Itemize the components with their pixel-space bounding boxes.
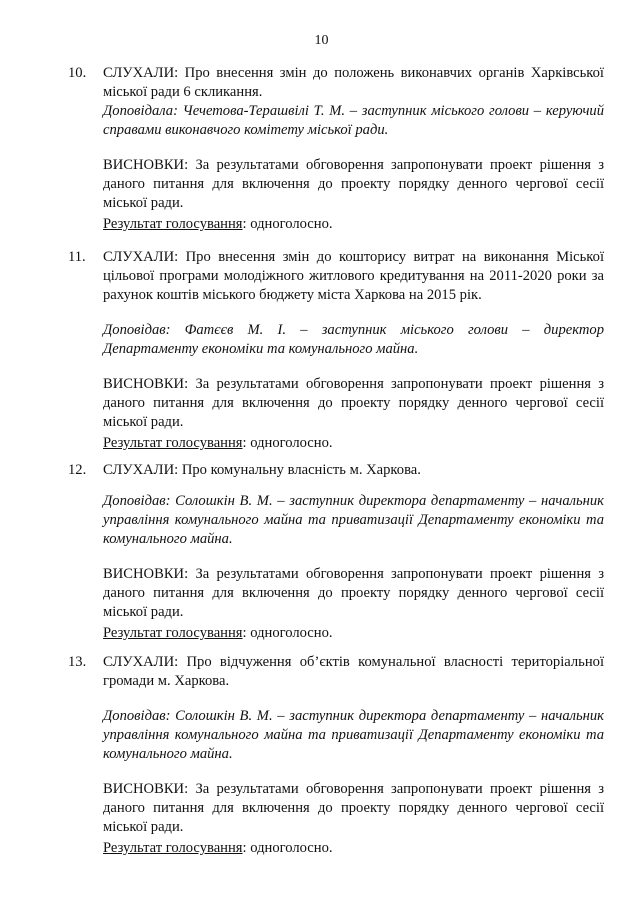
vote-value: : одноголосно. [242, 840, 333, 856]
conclusion-text: За результатами обговорення запропонувати проект рішення з даного питання для включення до проекту порядку денного чергової сесії міської ради. [103, 376, 604, 430]
vote-value: : одноголосно. [242, 435, 333, 451]
heard-text: Про внесення змін до положень виконавчих органів Харківської міської ради 6 скликання. [103, 65, 604, 100]
heard-text: Про внесення змін до кошторису витрат на виконання Міської цільової програми молодіжного житлового кредитування на 2011-2020 роки за рахунок коштів міського бюджету міста Харкова на 2015 рік. [103, 249, 604, 303]
item-number: 10. [68, 65, 87, 81]
conclusion-label: ВИСНОВКИ: [103, 781, 189, 797]
item-number: 13. [68, 654, 87, 670]
reporter-paragraph: Доповідав: Солошкін В. М. – заступник директора департаменту – начальник управління комунального майна та приватизації Департаменту економіки та комунального майна. [103, 493, 604, 547]
heard-paragraph [103, 248, 604, 305]
conclusion-label: ВИСНОВКИ: [103, 376, 189, 392]
vote-value: : одноголосно. [242, 216, 333, 232]
agenda-item-10 [68, 64, 604, 234]
reporter-paragraph: Доповідала: Чечетова-Терашвілі Т. М. – заступник міського голови – керуючий справами виконавчого комітету міської ради. [103, 103, 604, 138]
heard-text: Про відчуження об’єктів комунальної власності територіальної громади м. Харкова. [103, 654, 604, 689]
agenda-item-11 [68, 248, 604, 453]
item-number: 12. [68, 462, 87, 478]
heard-paragraph [103, 461, 604, 480]
vote-result [103, 624, 604, 643]
heard-label: СЛУХАЛИ: [103, 462, 179, 478]
agenda-item-13 [68, 653, 604, 858]
vote-result [103, 434, 604, 453]
vote-label: Результат голосування [103, 625, 243, 641]
reporter-paragraph: Доповідав: Фатєєв М. І. – заступник міського голови – директор Департаменту економіки та комунального майна. [103, 322, 604, 357]
conclusion-label: ВИСНОВКИ: [103, 566, 189, 582]
heard-label: СЛУХАЛИ: [103, 65, 179, 81]
conclusion-paragraph [103, 156, 604, 213]
vote-result [103, 839, 604, 858]
vote-value: : одноголосно. [242, 625, 333, 641]
reporter-paragraph: Доповідав: Солошкін В. М. – заступник директора департаменту – начальник управління комунального майна та приватизації Департаменту економіки та комунального майна. [103, 708, 604, 762]
vote-label: Результат голосування [103, 435, 243, 451]
vote-result [103, 215, 604, 234]
item-number: 11. [68, 249, 86, 265]
heard-text: Про комунальну власність м. Харкова. [181, 462, 421, 478]
heard-paragraph [103, 64, 604, 102]
vote-label: Результат голосування [103, 216, 243, 232]
heard-label: СЛУХАЛИ: [103, 654, 179, 670]
conclusion-paragraph [103, 375, 604, 432]
vote-label: Результат голосування [103, 840, 243, 856]
conclusion-label: ВИСНОВКИ: [103, 157, 189, 173]
agenda-item-12 [68, 461, 604, 643]
conclusion-paragraph [103, 780, 604, 837]
heard-label: СЛУХАЛИ: [103, 249, 179, 265]
page-number: 10 [314, 33, 329, 48]
conclusion-text: За результатами обговорення запропонувати проект рішення з даного питання для включення до проекту порядку денного чергової сесії міської ради. [103, 566, 604, 620]
conclusion-text: За результатами обговорення запропонувати проект рішення з даного питання для включення до проекту порядку денного чергової сесії міської ради. [103, 157, 604, 211]
conclusion-paragraph [103, 565, 604, 622]
heard-paragraph [103, 653, 604, 691]
conclusion-text: За результатами обговорення запропонувати проект рішення з даного питання для включення до проекту порядку денного чергової сесії міської ради. [103, 781, 604, 835]
